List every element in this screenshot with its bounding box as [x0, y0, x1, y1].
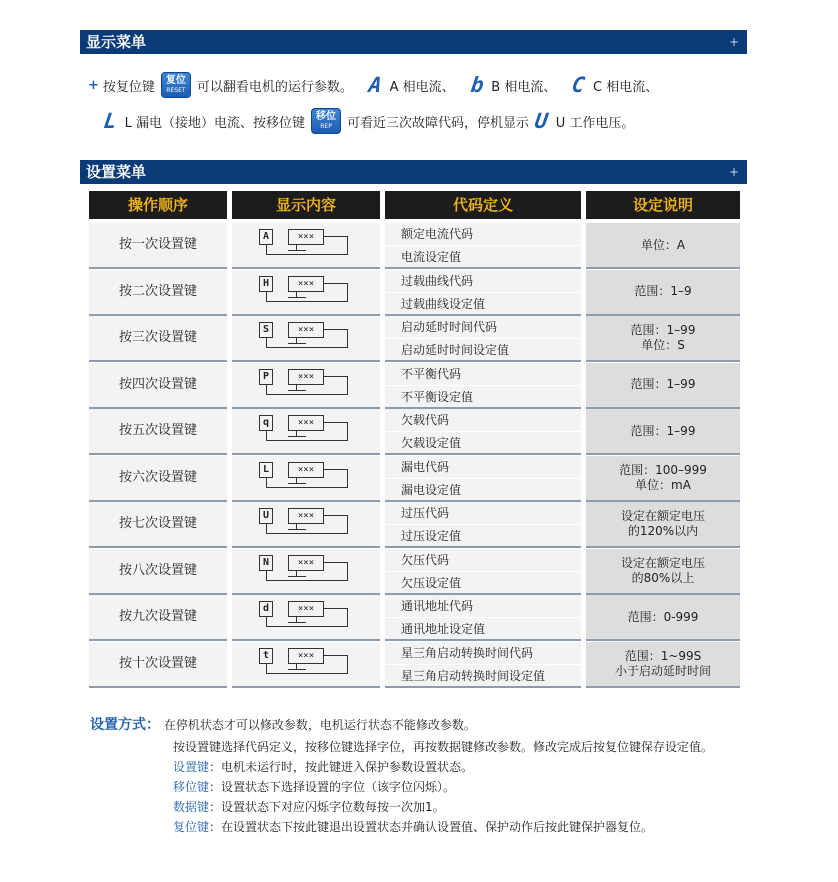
code-def-cell — [385, 502, 581, 548]
code-name: 启动延时时间代码 — [385, 316, 581, 339]
lcd-value: ××× — [288, 369, 324, 385]
display-cell — [232, 409, 380, 455]
table-row — [89, 642, 740, 688]
connector-line — [266, 580, 348, 581]
text: 按设置键选择代码定义，按移位键选择字位，再按数据键修改参数。修改完成后按复位键保存设定值。 — [173, 740, 714, 754]
connector-line — [288, 669, 306, 670]
code-def-cell — [385, 270, 581, 316]
display-cell — [232, 316, 380, 362]
operation-cell: 按二次设置键 — [89, 270, 227, 316]
setting-desc-2: 小于启动延时时间 — [614, 663, 711, 678]
connector-line — [266, 616, 267, 626]
connector-line — [347, 655, 348, 674]
shift-key-icon: 移位 REP — [311, 108, 341, 134]
connector-line — [347, 422, 348, 441]
table-row — [89, 363, 740, 409]
setting-desc-1: 设定在额定电压 — [620, 555, 705, 570]
code-name: 欠载代码 — [385, 409, 581, 432]
connector-line — [323, 376, 348, 377]
method-key-reset — [173, 818, 653, 835]
segment-a-icon: A — [367, 73, 384, 97]
operation-cell: 按四次设置键 — [89, 363, 227, 409]
connector-line — [266, 487, 348, 488]
connector-line — [347, 283, 348, 302]
setting-desc-cell — [586, 316, 740, 362]
text: U 工作电压。 — [555, 115, 635, 131]
lcd-value: ××× — [288, 648, 324, 664]
code-setting: 星三角启动转换时间设定值 — [401, 668, 546, 683]
table-row — [89, 502, 740, 548]
display-menu-title: 显示菜单 — [86, 33, 147, 51]
connector-line — [288, 297, 306, 298]
lcd-code: L — [259, 462, 273, 478]
connector-line — [347, 469, 348, 488]
method-key-shift — [173, 778, 455, 795]
connector-line — [288, 622, 306, 623]
display-cell — [232, 456, 380, 502]
setting-desc-1: 设定在额定电压 — [620, 509, 705, 523]
text: ：设置状态下对应闪烁字位数每按一次加1。 — [209, 800, 445, 814]
segment-l-icon: L — [102, 109, 119, 133]
connector-line — [266, 301, 348, 302]
text: 可以翻看电机的运行参数。 — [196, 79, 353, 95]
settings-menu-title: 设置菜单 — [86, 163, 147, 181]
connector-line — [266, 673, 348, 674]
connector-line — [266, 244, 267, 254]
code-def-cell — [385, 363, 581, 409]
text: 在停机状态才可以修改参数，电机运行状态不能修改参数。 — [163, 718, 476, 732]
segment-u-icon: U — [533, 109, 550, 133]
key-name: 数据键 — [173, 800, 210, 814]
code-def-cell — [385, 456, 581, 502]
display-menu-header — [80, 30, 747, 54]
setting-desc-cell — [586, 223, 740, 269]
text: ：电机未运行时，按此键进入保护参数设置状态。 — [209, 760, 474, 774]
connector-line — [347, 515, 348, 534]
operation-cell: 按六次设置键 — [89, 456, 227, 502]
connector-line — [266, 477, 267, 487]
code-name: 额定电流代码 — [385, 223, 581, 246]
text: L 漏电（接地）电流、按移位键 — [124, 115, 306, 131]
setting-desc-1: 范围：1~99S — [624, 648, 702, 663]
connector-line — [288, 576, 306, 577]
method-line-1 — [90, 714, 476, 734]
display-line-2 — [88, 108, 634, 134]
table-row — [89, 409, 740, 455]
connector-line — [266, 291, 267, 301]
connector-line — [266, 440, 348, 441]
lcd-value: ××× — [288, 508, 324, 524]
method-key-data — [173, 798, 445, 815]
setting-desc-2: 的80%以上 — [631, 570, 695, 585]
setting-desc-cell — [586, 502, 740, 548]
lcd-value: ××× — [288, 462, 324, 478]
header-display: 显示内容 — [232, 191, 380, 219]
text: B 相电流、 — [491, 79, 557, 95]
connector-line — [266, 254, 348, 255]
setting-desc-cell — [586, 549, 740, 595]
setting-desc-2: 的120%以内 — [627, 524, 699, 538]
connector-line — [266, 337, 267, 347]
lcd-code: U — [259, 508, 273, 524]
expand-icon: + — [728, 165, 739, 179]
code-setting: 通讯地址设定值 — [401, 622, 486, 636]
connector-line — [323, 283, 348, 284]
setting-desc-cell — [586, 642, 740, 688]
key-name: 复位键 — [173, 820, 210, 834]
code-def-cell — [385, 316, 581, 362]
code-name: 星三角启动转换时间代码 — [385, 642, 581, 665]
segment-b-icon: b — [468, 73, 485, 97]
operation-cell: 按五次设置键 — [89, 409, 227, 455]
code-name: 过压代码 — [385, 502, 581, 525]
connector-line — [266, 570, 267, 580]
display-line-1 — [88, 72, 658, 98]
operation-cell: 按一次设置键 — [89, 223, 227, 269]
connector-line — [323, 422, 348, 423]
text: A 相电流、 — [389, 79, 455, 95]
display-cell — [232, 502, 380, 548]
text: 可看近三次故障代码，停机显示 — [347, 115, 530, 131]
connector-line — [266, 626, 348, 627]
setting-desc-1: 范围：1–9 — [634, 284, 692, 298]
connector-line — [288, 436, 306, 437]
table-row — [89, 456, 740, 502]
lcd-value: ××× — [288, 229, 324, 245]
code-name: 不平衡代码 — [385, 363, 581, 386]
operation-cell: 按十次设置键 — [89, 642, 227, 688]
connector-line — [347, 608, 348, 627]
connector-line — [347, 236, 348, 255]
display-cell — [232, 363, 380, 409]
reset-key-icon: 复位 RESET — [161, 72, 191, 98]
lcd-code: q — [259, 415, 273, 431]
code-name: 漏电代码 — [385, 456, 581, 479]
display-cell — [232, 223, 380, 269]
connector-line — [266, 533, 348, 534]
operation-cell: 按九次设置键 — [89, 595, 227, 641]
connector-line — [288, 343, 306, 344]
code-setting: 过载曲线设定值 — [401, 296, 486, 311]
setting-desc-1: 范围：1–99 — [630, 423, 696, 438]
lcd-value: ××× — [288, 415, 324, 431]
connector-line — [323, 655, 348, 656]
connector-line — [347, 562, 348, 581]
connector-line — [347, 376, 348, 395]
setting-desc-1: 范围：0-999 — [627, 609, 699, 624]
connector-line — [266, 663, 267, 673]
setting-desc-cell — [586, 363, 740, 409]
setting-desc-1: 范围：1–99 — [630, 377, 696, 391]
connector-line — [266, 394, 348, 395]
lcd-code: P — [259, 369, 273, 385]
connector-line — [323, 515, 348, 516]
code-setting: 电流设定值 — [401, 250, 462, 264]
operation-cell: 按八次设置键 — [89, 549, 227, 595]
connector-line — [288, 390, 306, 391]
connector-line — [288, 250, 306, 251]
lcd-value: ××× — [288, 322, 324, 338]
code-def-cell — [385, 223, 581, 269]
method-line-2 — [173, 738, 713, 755]
connector-line — [323, 329, 348, 330]
lcd-value: ××× — [288, 555, 324, 571]
setting-desc-1: 范围：1–99 — [630, 323, 696, 337]
connector-line — [266, 384, 267, 394]
text: C 相电流、 — [593, 79, 659, 95]
connector-line — [323, 236, 348, 237]
lcd-value: ××× — [288, 276, 324, 292]
setting-desc-cell — [586, 409, 740, 455]
display-cell — [232, 595, 380, 641]
connector-line — [266, 347, 348, 348]
setting-desc-2: 单位：S — [641, 338, 685, 352]
setting-desc-2: 单位：mA — [635, 477, 691, 492]
connector-line — [266, 523, 267, 533]
code-name: 欠压代码 — [385, 549, 581, 572]
connector-line — [323, 608, 348, 609]
lcd-code: A — [259, 229, 273, 245]
text: ：在设置状态下按此键退出设置状态并确认设置值、保护动作后按此键保护器复位。 — [209, 820, 654, 834]
lcd-value: ××× — [288, 601, 324, 617]
code-def-cell — [385, 595, 581, 641]
table-row — [89, 316, 740, 362]
header-setting-desc: 设定说明 — [586, 191, 740, 219]
operation-cell: 按七次设置键 — [89, 502, 227, 548]
code-name: 过载曲线代码 — [385, 270, 581, 293]
table-row — [89, 549, 740, 595]
code-def-cell — [385, 642, 581, 688]
connector-line — [288, 483, 306, 484]
header-code-def: 代码定义 — [385, 191, 581, 219]
key-name: 设置键 — [173, 760, 210, 774]
segment-c-icon: C — [570, 73, 587, 97]
operation-cell: 按三次设置键 — [89, 316, 227, 362]
display-cell — [232, 642, 380, 688]
table-row — [89, 595, 740, 641]
connector-line — [347, 329, 348, 348]
setting-desc-1: 单位：A — [640, 237, 686, 252]
code-name: 通讯地址代码 — [385, 595, 581, 618]
connector-line — [266, 430, 267, 440]
method-key-set — [173, 758, 473, 775]
key-name: 移位键 — [173, 780, 210, 794]
code-setting: 漏电设定值 — [401, 482, 462, 497]
code-def-cell — [385, 409, 581, 455]
display-cell — [232, 549, 380, 595]
code-setting: 启动延时时间设定值 — [401, 343, 510, 357]
bullet-plus-icon: + — [88, 77, 99, 93]
lcd-code: S — [259, 322, 273, 338]
code-setting: 欠压设定值 — [401, 575, 462, 590]
method-label: 设置方式： — [90, 717, 160, 733]
lcd-code: N — [259, 555, 273, 571]
connector-line — [323, 469, 348, 470]
setting-desc-cell — [586, 456, 740, 502]
text: 按复位键 — [102, 79, 155, 95]
setting-desc-1: 范围：100–999 — [619, 462, 707, 477]
display-cell — [232, 270, 380, 316]
connector-line — [288, 529, 306, 530]
code-setting: 不平衡设定值 — [401, 389, 474, 404]
settings-menu-header — [80, 160, 747, 184]
setting-desc-cell — [586, 270, 740, 316]
code-setting: 过压设定值 — [401, 529, 462, 543]
header-operation: 操作顺序 — [89, 191, 227, 219]
code-def-cell — [385, 549, 581, 595]
connector-line — [323, 562, 348, 563]
text: ：设置状态下选择设置的字位（该字位闪烁）。 — [209, 780, 456, 794]
setting-desc-cell — [586, 595, 740, 641]
lcd-code: t — [259, 648, 273, 664]
expand-icon: + — [728, 35, 739, 49]
lcd-code: H — [259, 276, 273, 292]
lcd-code: d — [259, 601, 273, 617]
code-setting: 欠载设定值 — [401, 436, 462, 450]
table-row — [89, 223, 740, 269]
table-row — [89, 270, 740, 316]
